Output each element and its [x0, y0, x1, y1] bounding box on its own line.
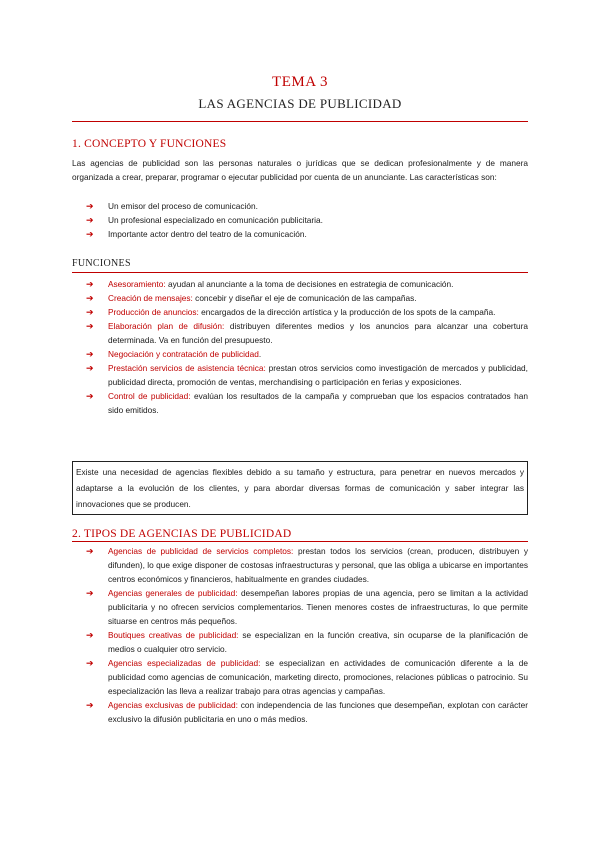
arrow-right-icon: ➔: [86, 307, 94, 317]
agency-type-term: Agencias especializadas de publicidad:: [108, 658, 261, 668]
arrow-right-icon: ➔: [86, 279, 94, 289]
arrow-right-icon: ➔: [86, 630, 94, 640]
section-2-heading: 2. TIPOS DE AGENCIAS DE PUBLICIDAD: [72, 528, 292, 540]
function-term: Asesoramiento:: [108, 279, 166, 289]
section-1-heading: 1. CONCEPTO Y FUNCIONES: [72, 138, 227, 150]
arrow-right-icon: ➔: [86, 588, 94, 598]
list-item: ➔ Prestación servicios de asistencia técnica: prestan otros servicios como investigación de mercados y publicidad, publicidad directa, promoción de ventas, merchandising o participación en ferias y exposiciones.: [86, 363, 528, 387]
arrow-right-icon: ➔: [86, 700, 94, 710]
agency-type-term: Agencias de publicidad de servicios completos:: [108, 546, 294, 556]
list-item: ➔ Asesoramiento: ayudan al anunciante a la toma de decisiones en estrategia de comunicación.: [86, 279, 454, 289]
characteristics-list: [86, 199, 528, 241]
list-item: ➔ Elaboración plan de difusión: distribuyen diferentes medios y los anuncios para alcanzar una cobertura determinada. Va en función del presupuesto.: [86, 321, 528, 345]
list-item: ➔ Agencias generales de publicidad: desempeñan labores propias de una agencia, pero se limitan a la actividad publicitaria y no ofrecen servicios complementarios. Tienen menores costes de infraestructuras, lo que permite situarse en centros más pequeños.: [86, 588, 528, 626]
arrow-right-icon: ➔: [86, 201, 94, 211]
arrow-right-icon: ➔: [86, 349, 94, 359]
arrow-right-icon: ➔: [86, 658, 94, 668]
list-item: ➔ Agencias exclusivas de publicidad: con independencia de las funciones que desempeñan, explotan con carácter exclusivo la difusión publicitaria en uno o más medios.: [86, 700, 528, 724]
list-item: ➔ Un profesional especializado en comunicación publicitaria.: [86, 215, 323, 225]
function-term: Elaboración plan de difusión:: [108, 321, 225, 331]
agency-type-term: Agencias generales de publicidad:: [108, 588, 238, 598]
arrow-right-icon: ➔: [86, 391, 94, 401]
chapter-number: TEMA 3: [272, 74, 328, 90]
agency-types-list: [86, 544, 528, 726]
function-term: Prestación servicios de asistencia técnica:: [108, 363, 266, 373]
function-term: Producción de anuncios:: [108, 307, 199, 317]
list-item: ➔ Importante actor dentro del teatro de la comunicación.: [86, 229, 307, 239]
function-term: Creación de mensajes:: [108, 293, 193, 303]
chapter-title: LAS AGENCIAS DE PUBLICIDAD: [198, 96, 402, 111]
functions-heading: FUNCIONES: [72, 258, 131, 269]
list-item: ➔ Agencias especializadas de publicidad: se especializan en actividades de comunicación diferente a la de publicidad como agencias de comunicación, marketing directo, promociones, relaciones públicas o patrocinio. Su especialización las lleva a realizar trabajo para otras agencias y campañas.: [86, 658, 528, 696]
list-item: ➔ Control de publicidad: evalúan los resultados de la campaña y comprueban que los espacios contratados han sido emitidos.: [86, 391, 528, 415]
arrow-right-icon: ➔: [86, 546, 94, 556]
functions-list: [86, 277, 528, 417]
section-2-rule: [72, 541, 528, 542]
list-item: ➔ Producción de anuncios: encargados de la dirección artística y la producción de los spots de la campaña.: [86, 307, 496, 317]
arrow-right-icon: ➔: [86, 229, 94, 239]
arrow-right-icon: ➔: [86, 215, 94, 225]
list-item: ➔ Negociación y contratación de publicidad.: [86, 349, 262, 359]
section-1-intro: Las agencias de publicidad son las personas naturales o jurídicas que se dedican profesionalmente y de manera organizada a crear, preparar, programar o ejecutar publicidad por cuenta de un anunciante. Las características son:: [72, 158, 528, 182]
agency-type-term: Agencias exclusivas de publicidad:: [108, 700, 238, 710]
list-item: ➔ Boutiques creativas de publicidad: se especializan en la función creativa, sin ocuparse de la planificación de medios o cualquier otro servicio.: [86, 630, 528, 654]
function-term: Negociación y contratación de publicidad: [108, 349, 259, 359]
list-item: ➔ Agencias de publicidad de servicios completos: prestan todos los servicios (crean, producen, distribuyen y difunden), lo que exige disponer de costosas infraestructuras y personal, que las obliga a ubicarse en importantes centros económicos y financieros, habitualmente en grandes ciudades.: [86, 546, 528, 584]
title-rule: [72, 121, 528, 122]
list-item: ➔ Creación de mensajes: concebir y diseñar el eje de comunicación de las campañas.: [86, 293, 417, 303]
list-item: ➔ Un emisor del proceso de comunicación.: [86, 201, 258, 211]
arrow-right-icon: ➔: [86, 293, 94, 303]
functions-rule: [72, 272, 528, 273]
note-box: Existe una necesidad de agencias flexibles debido a su tamaño y estructura, para penetrar en nuevos mercados y adaptarse a la evolución de los clientes, y para abordar diversas formas de comunicación y saber integrar las innovaciones que se producen.: [72, 461, 528, 515]
agency-type-term: Boutiques creativas de publicidad:: [108, 630, 239, 640]
function-term: Control de publicidad:: [108, 391, 191, 401]
arrow-right-icon: ➔: [86, 321, 94, 331]
arrow-right-icon: ➔: [86, 363, 94, 373]
